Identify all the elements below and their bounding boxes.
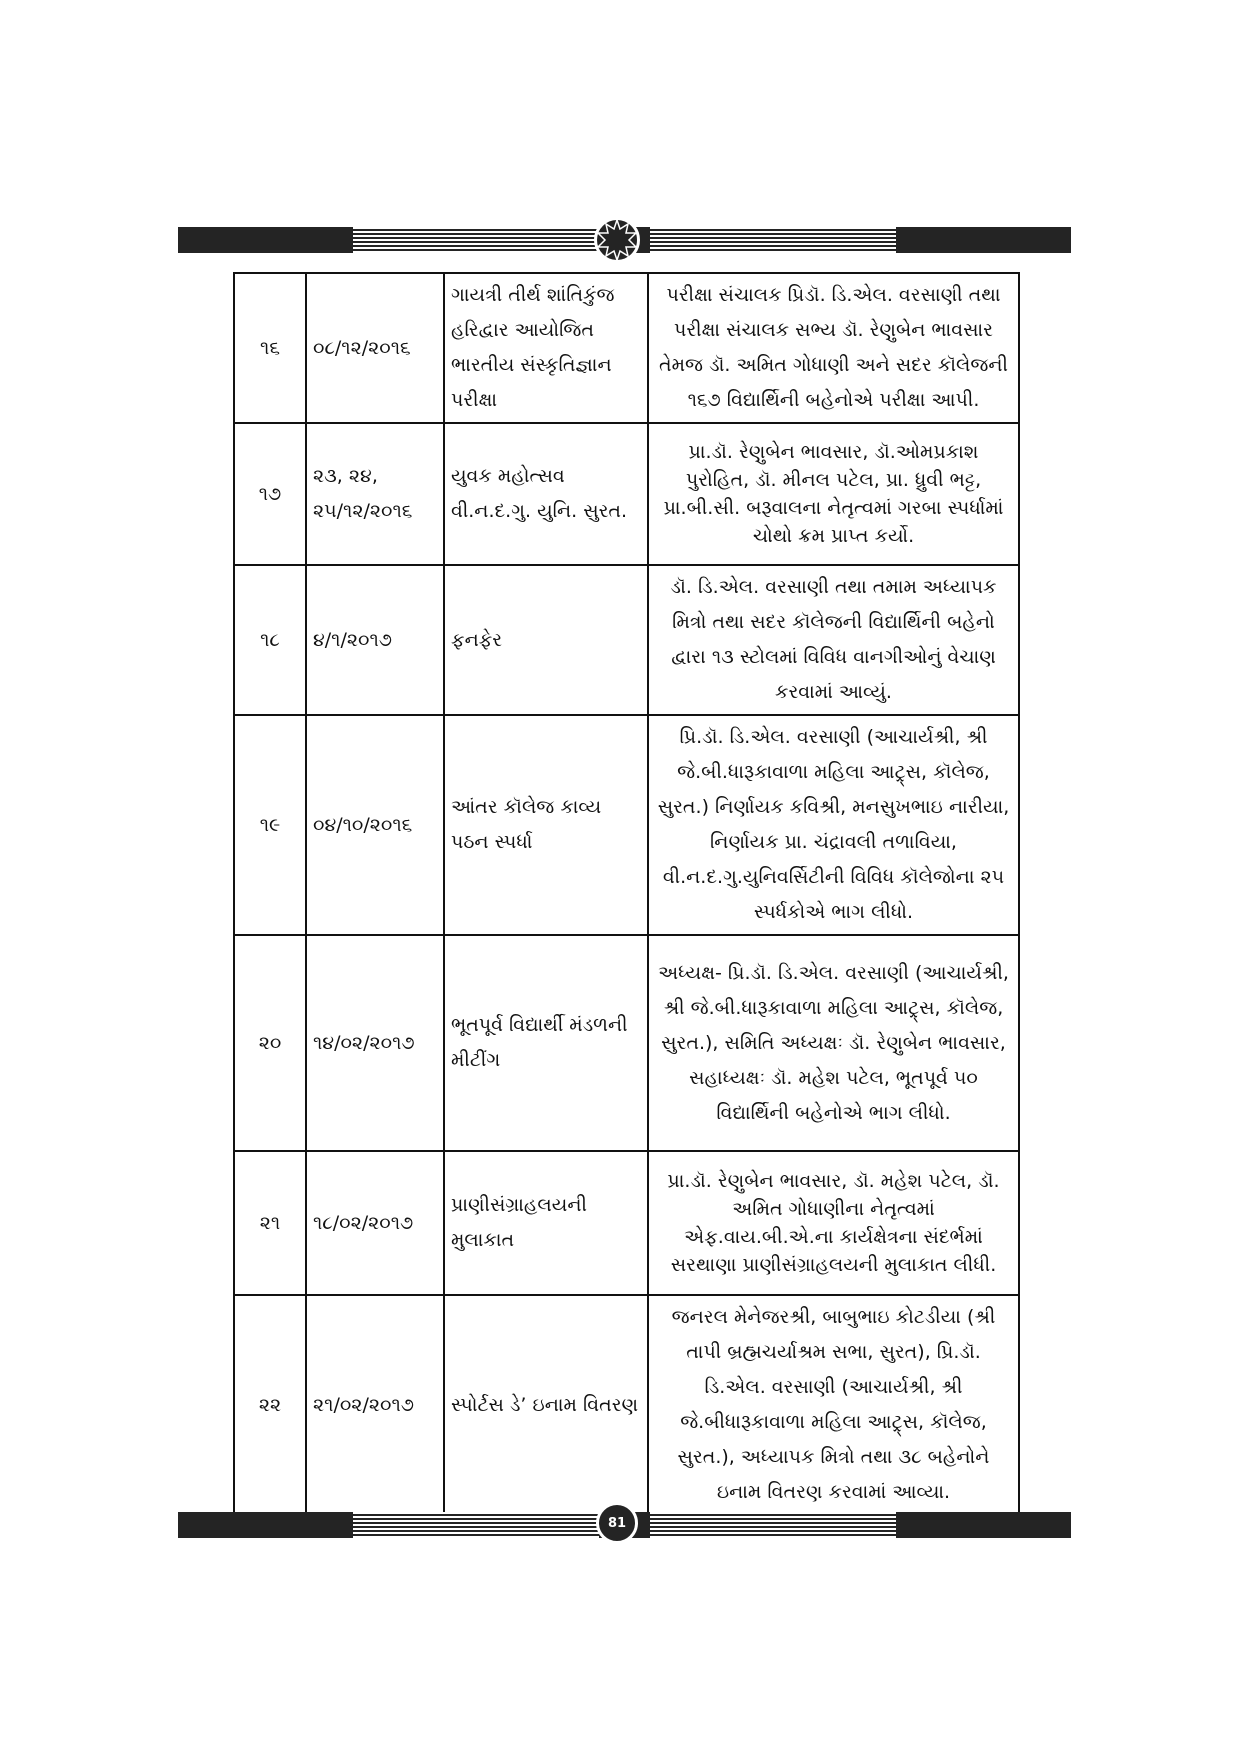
details-cell: પ્રિ.ડૉ. ડિ.એલ. વરસાણી (આચાર્યશ્રી, શ્રી જે.બી.ધારૂકાવાળા મહિલા આટ્ર્સ, કૉલેજ, સુરત.) નિર્ણાયક કવિશ્રી, મનસુખભાઇ નારીયા, નિર્ણાયક પ્રા. ચંદ્રાવલી તળાવિયા, વી.ન.દ.ગુ.યુનિવર્સિટીની વિવિધ કૉલેજોના ૨૫ સ્પર્ધકોએ ભાગ લીધો. <box>648 715 1019 935</box>
serial-cell: ૧૮ <box>234 565 306 715</box>
table-row <box>234 1151 1019 1295</box>
event-cell: સ્પોર્ટસ ડે’ ઇનામ વિતરણ <box>444 1295 648 1515</box>
serial-cell: ૧૬ <box>234 273 306 423</box>
header-band <box>178 227 1071 253</box>
details-cell: પ્રા.ડૉ. રેણુબેન ભાવસાર, ડૉ.ઓમપ્રકાશ પુરોહિત, ડૉ. મીનલ પટેલ, પ્રા. ધ્રુવી ભટ્ટ, પ્રા.બી.સી. બરૂવાલના નેતૃત્વમાં ગરબા સ્પર્ધામાં ચોથો ક્રમ પ્રાપ્ત કર્યો. <box>648 423 1019 565</box>
event-cell: ભૂતપૂર્વ વિદ્યાર્થી મંડળની મીટીંગ <box>444 935 648 1151</box>
header-stripes-left <box>353 227 599 253</box>
event-cell: પ્રાણીસંગ્રાહલયની મુલાકાત <box>444 1151 648 1295</box>
date-cell: ૧૮/૦૨/૨૦૧૭ <box>306 1151 444 1295</box>
serial-cell: ૨૧ <box>234 1151 306 1295</box>
serial-cell: ૨૦ <box>234 935 306 1151</box>
table-row <box>234 423 1019 565</box>
serial-cell: ૧૯ <box>234 715 306 935</box>
page-number: 81 <box>596 1502 638 1544</box>
table-row <box>234 1295 1019 1515</box>
date-cell: ૦૪/૧૦/૨૦૧૬ <box>306 715 444 935</box>
footer-band <box>178 1512 1071 1538</box>
events-table <box>233 272 1020 1516</box>
table-row <box>234 935 1019 1151</box>
details-cell: પરીક્ષા સંચાલક પ્રિડૉ. ડિ.એલ. વરસાણી તથા પરીક્ષા સંચાલક સભ્ય ડૉ. રેણુબેન ભાવસાર તેમજ ડૉ. અમિત ગોધાણી અને સદર કૉલેજની ૧૬૭ વિદ્યાર્થિની બહેનોએ પરીક્ષા આપી. <box>648 273 1019 423</box>
details-cell: અધ્યક્ષ- પ્રિ.ડૉ. ડિ.એલ. વરસાણી (આચાર્યશ્રી, શ્રી જે.બી.ધારૂકાવાળા મહિલા આટ્ર્સ, કૉલેજ, સુરત.), સમિતિ અધ્યક્ષઃ ડૉ. રેણુબેન ભાવસાર, સહાધ્યક્ષઃ ડૉ. મહેશ પટેલ, ભૂતપૂર્વ ૫૦ વિદ્યાર્થિની બહેનોએ ભાગ લીધો. <box>648 935 1019 1151</box>
details-cell: પ્રા.ડૉ. રેણુબેન ભાવસાર, ડૉ. મહેશ પટેલ, ડૉ. અમિત ગોધાણીના નેતૃત્વમાં એફ.વાય.બી.એ.ના કાર્યક્ષેત્રના સંદર્ભમાં સરથાણા પ્રાણીસંગ્રાહલયની મુલાકાત લીધી. <box>648 1151 1019 1295</box>
date-cell: ૦૮/૧૨/૨૦૧૬ <box>306 273 444 423</box>
header-stripes-right <box>650 227 896 253</box>
table-row <box>234 715 1019 935</box>
date-cell: ૧૪/૦૨/૨૦૧૭ <box>306 935 444 1151</box>
table-row <box>234 273 1019 423</box>
event-cell: યુવક મહોત્સવ વી.ન.દ.ગુ. યુનિ. સુરત. <box>444 423 648 565</box>
date-cell: ૨૩, ૨૪, ૨૫/૧૨/૨૦૧૬ <box>306 423 444 565</box>
event-cell: ગાયત્રી તીર્થ શાંતિકુંજ હરિદ્વાર આયોજિત ભારતીય સંસ્કૃતિજ્ઞાન પરીક્ષા <box>444 273 648 423</box>
footer-stripes-right <box>650 1512 896 1538</box>
event-cell: આંતર કૉલેજ કાવ્ય પઠન સ્પર્ધા <box>444 715 648 935</box>
event-cell: ફનફેર <box>444 565 648 715</box>
date-cell: ૪/૧/૨૦૧૭ <box>306 565 444 715</box>
details-cell: ડૉ. ડિ.એલ. વરસાણી તથા તમામ અધ્યાપક મિત્રો તથા સદર કૉલેજની વિદ્યાર્થિની બહેનો દ્વારા ૧૩ સ્ટોલમાં વિવિધ વાનગીઓનું વેચાણ કરવામાં આવ્યું. <box>648 565 1019 715</box>
date-cell: ૨૧/૦૨/૨૦૧૭ <box>306 1295 444 1515</box>
serial-cell: ૨૨ <box>234 1295 306 1515</box>
header-star-ornament <box>594 217 640 263</box>
serial-cell: ૧૭ <box>234 423 306 565</box>
details-cell: જનરલ મેનેજરશ્રી, બાબુભાઇ કોટડીયા (શ્રી તાપી બ્રહ્મચર્યાશ્રમ સભા, સુરત), પ્રિ.ડૉ. ડિ.એલ. વરસાણી (આચાર્યશ્રી, શ્રી જે.બીધારૂકાવાળા મહિલા આટ્ર્સ, કૉલેજ, સુરત.), અધ્યાપક મિત્રો તથા ૩૮ બહેનોને ઇનામ વિતરણ કરવામાં આવ્યા. <box>648 1295 1019 1515</box>
footer-stripes-left <box>353 1512 599 1538</box>
table-row <box>234 565 1019 715</box>
